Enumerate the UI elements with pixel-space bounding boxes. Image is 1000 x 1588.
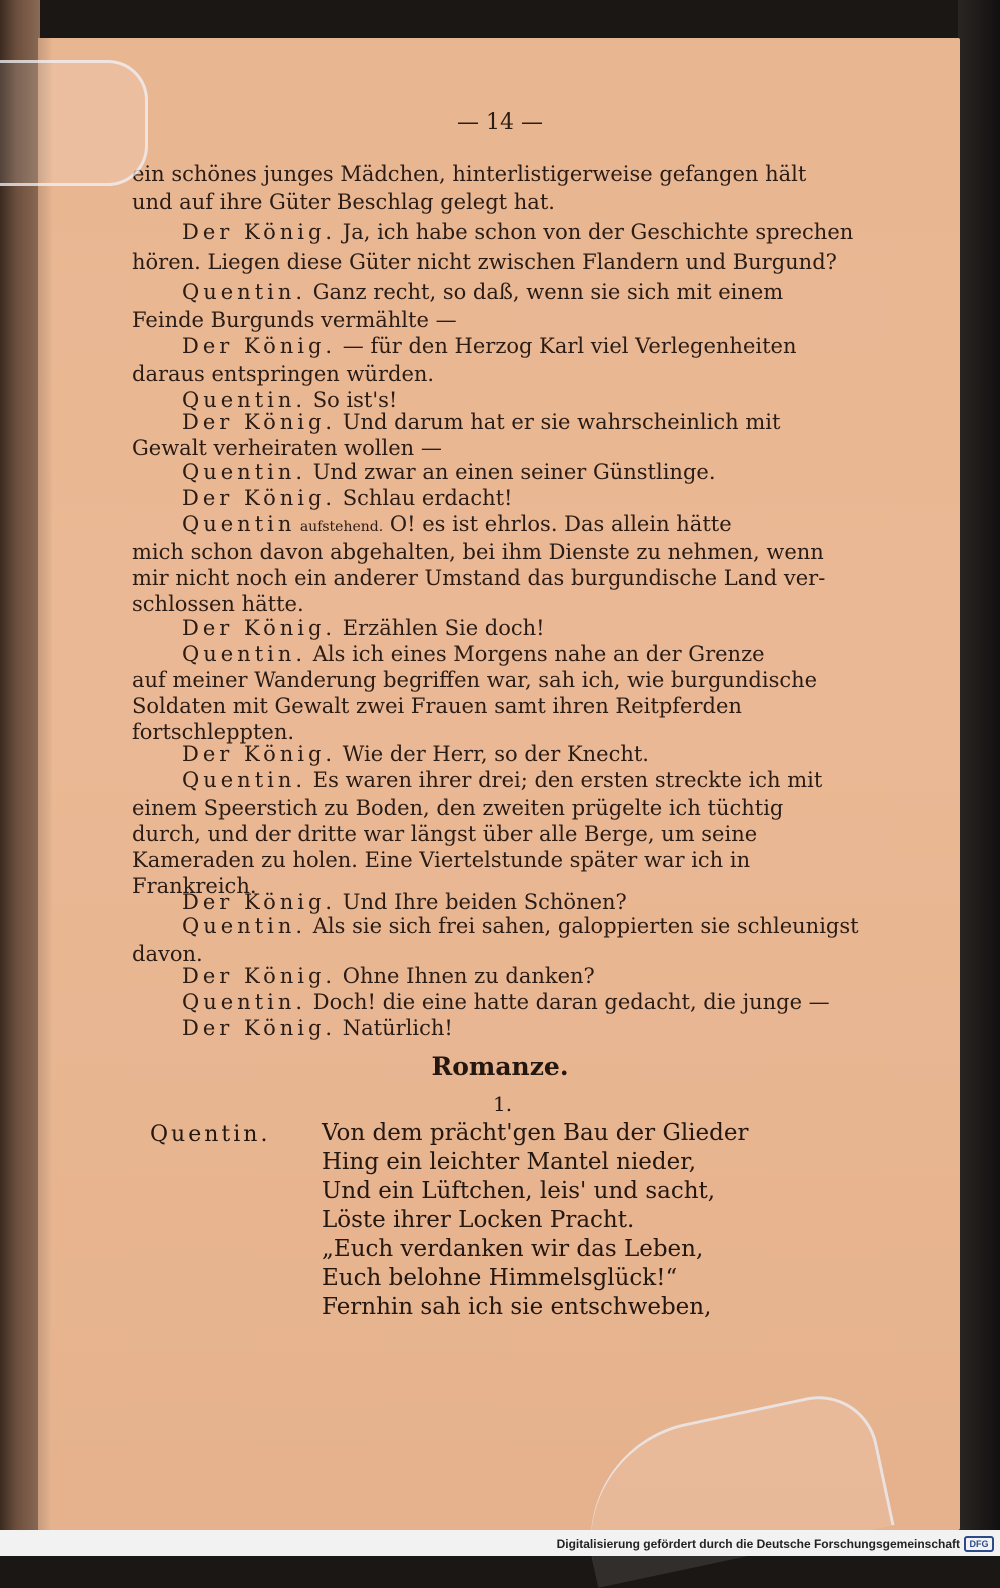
speaker-label: Der König. [182, 486, 337, 510]
book-spine [0, 0, 40, 1556]
text-line: Der König. — für den Herzog Karl viel Verlegenheiten [182, 334, 797, 358]
speaker-label: Quentin. [182, 914, 307, 938]
speaker-label: Der König. [182, 964, 337, 988]
text-line: Frankreich. [132, 874, 257, 898]
speaker-label: Der König. [182, 1016, 337, 1040]
text-line: fortschleppten. [132, 720, 295, 744]
verse-line: „Euch verdanken wir das Leben, [322, 1236, 704, 1262]
text-line: und auf ihre Güter Beschlag gelegt hat. [132, 190, 555, 214]
paper-clip-top [0, 60, 148, 186]
text-line: mir nicht noch ein anderer Umstand das burgundische Land ver- [132, 566, 826, 590]
text-line: Soldaten mit Gewalt zwei Frauen samt ihren Reitpferden [132, 694, 742, 718]
text-line: Quentin. Als sie sich frei sahen, galoppierten sie schleunigst [182, 914, 859, 938]
speaker-label: Quentin. [182, 460, 307, 484]
page-gutter [38, 38, 52, 1530]
speaker-label: Quentin. [182, 990, 307, 1014]
text-line: Quentin. Ganz recht, so daß, wenn sie sich mit einem [182, 280, 784, 304]
speaker-label: Der König. [182, 220, 337, 244]
text-line: Der König. Erzählen Sie doch! [182, 616, 545, 640]
text-line: Quentin. Als ich eines Morgens nahe an der Grenze [182, 642, 765, 666]
verse-speaker: Quentin. [150, 1122, 271, 1147]
text-line: Kameraden zu holen. Eine Viertelstunde später war ich in [132, 848, 751, 872]
text-line: Gewalt verheiraten wollen — [132, 436, 442, 460]
text-line: Der König. Und darum hat er sie wahrscheinlich mit [182, 410, 781, 434]
verse-line: Fernhin sah ich sie entschweben, [322, 1294, 712, 1320]
book-cover-edge [958, 0, 1000, 1540]
text-line: Quentin. Doch! die eine hatte daran gedacht, die junge — [182, 990, 830, 1014]
text-line: davon. [132, 942, 203, 966]
speaker-label: Der König. [182, 742, 337, 766]
text-line: hören. Liegen diese Güter nicht zwischen Flandern und Burgund? [132, 250, 837, 274]
speaker-label: Der König. [182, 890, 337, 914]
verse-line: Von dem prächt'gen Bau der Glieder [322, 1120, 749, 1146]
text-line: schlossen hätte. [132, 592, 304, 616]
speaker-label: Quentin [182, 512, 296, 536]
speaker-label: Der König. [182, 410, 337, 434]
song-title: Romanze. [431, 1052, 569, 1081]
text-line: Quentin. So ist's! [182, 388, 398, 412]
speaker-label: Der König. [182, 616, 337, 640]
text-line: Der König. Und Ihre beiden Schönen? [182, 890, 627, 914]
text-line: mich schon davon abgehalten, bei ihm Dienste zu nehmen, wenn [132, 540, 824, 564]
stage-direction: aufstehend. [295, 519, 384, 535]
text-line: Quentin. Und zwar an einen seiner Günstlinge. [182, 460, 716, 484]
verse-line: Hing ein leichter Mantel nieder, [322, 1149, 697, 1175]
speaker-label: Quentin. [182, 642, 307, 666]
text-line: Der König. Schlau erdacht! [182, 486, 513, 510]
text-line: Quentin aufstehend. O! es ist ehrlos. Das allein hätte [182, 512, 732, 536]
text-line: Der König. Wie der Herr, so der Knecht. [182, 742, 649, 766]
page-number: — 14 — [457, 110, 543, 135]
text-line: Der König. Ohne Ihnen zu danken? [182, 964, 595, 988]
text-line: durch, und der dritte war längst über alle Berge, um seine [132, 822, 758, 846]
text-line: auf meiner Wanderung begriffen war, sah ich, wie burgundische [132, 668, 818, 692]
text-line: daraus entspringen würden. [132, 362, 435, 386]
text-line: einem Speerstich zu Boden, den zweiten prügelte ich tüchtig [132, 796, 784, 820]
verse-line: Und ein Lüftchen, leis' und sacht, [322, 1178, 716, 1204]
text-line: Der König. Ja, ich habe schon von der Geschichte sprechen [182, 220, 854, 244]
dfg-logo-icon: DFG [964, 1536, 994, 1552]
speaker-label: Quentin. [182, 388, 307, 412]
text-line: Feinde Burgunds vermählte — [132, 308, 457, 332]
text-line: Der König. Natürlich! [182, 1016, 453, 1040]
verse-line: Euch belohne Himmelsglück!“ [322, 1265, 678, 1291]
speaker-label: Der König. [182, 334, 337, 358]
footer-credit: Digitalisierung gefördert durch die Deutsche Forschungsgemeinschaft [556, 1537, 960, 1551]
speaker-label: Quentin. [182, 768, 307, 792]
text-line: ein schönes junges Mädchen, hinterlistigerweise gefangen hält [132, 162, 807, 186]
footer-bar [0, 1530, 1000, 1556]
verse-line: Löste ihrer Locken Pracht. [322, 1207, 635, 1233]
stanza-number: 1. [493, 1092, 513, 1116]
text-line: Quentin. Es waren ihrer drei; den ersten streckte ich mit [182, 768, 823, 792]
speaker-label: Quentin. [182, 280, 307, 304]
